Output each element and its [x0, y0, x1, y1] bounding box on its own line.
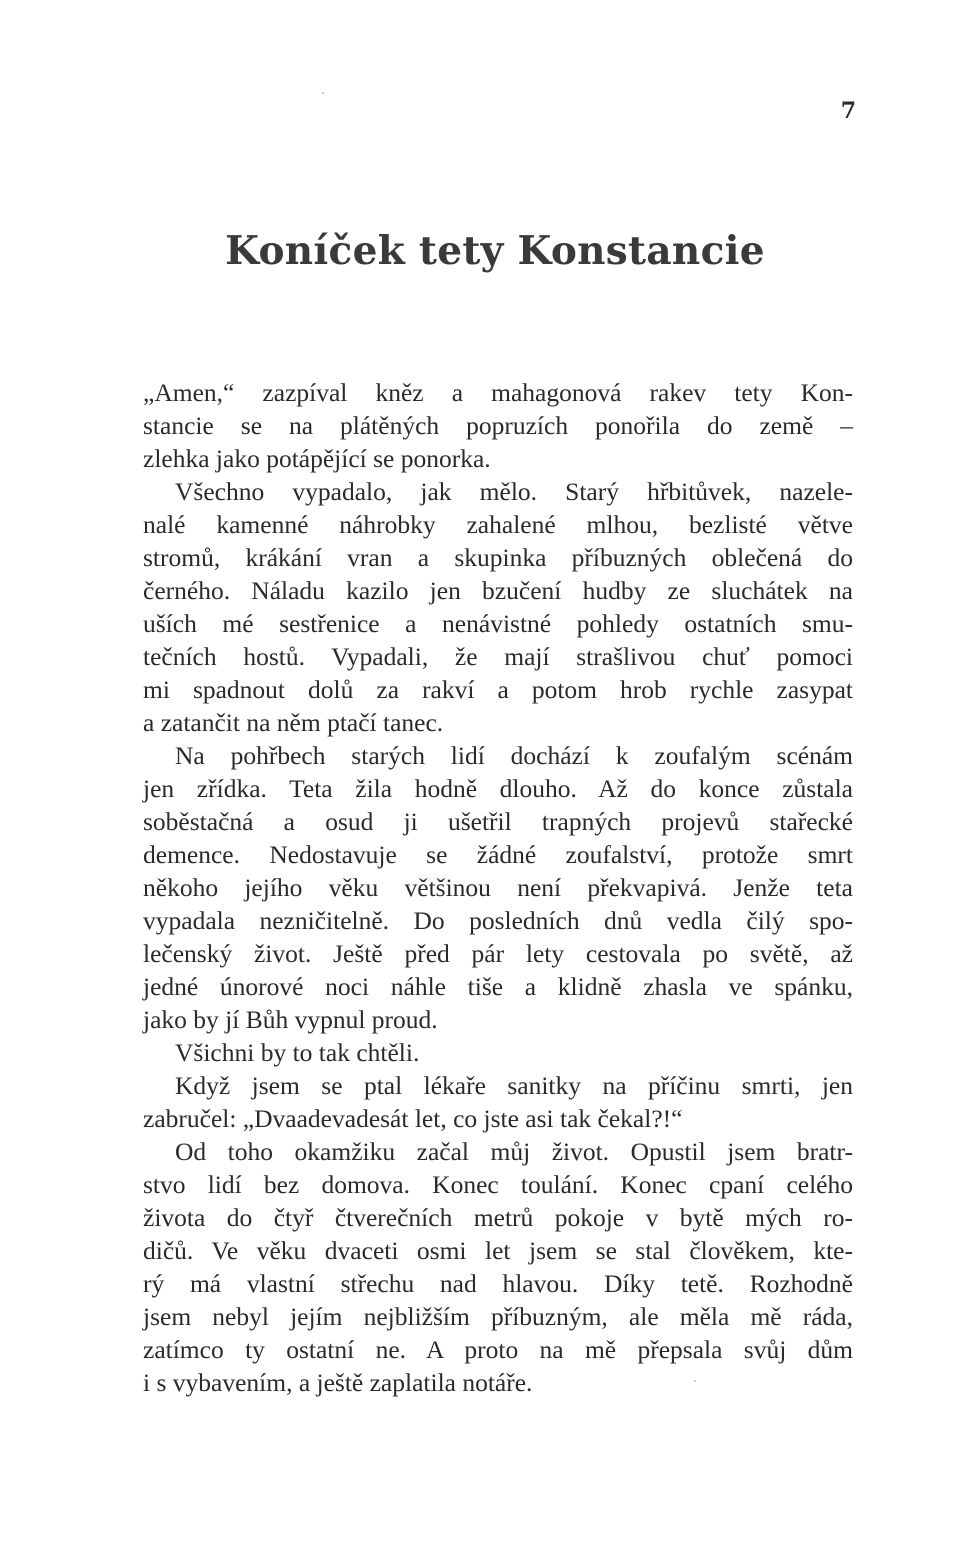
- text-line: Všechno vypadalo, jak mělo. Starý hřbitůvek, nazele-: [175, 477, 853, 506]
- text-line: tečních hostů. Vypadali, že mají strašlivou chuť pomoci: [143, 642, 853, 671]
- chapter-title: Koníček tety Konstancie: [225, 228, 765, 274]
- text-line: stancie se na plátěných popruzích ponořila do země –: [143, 411, 853, 440]
- text-line: lečenský život. Ještě před pár lety cestovala po světě, až: [143, 939, 853, 968]
- text-line: uších mé sestřenice a nenávistné pohledy ostatních smu-: [143, 609, 853, 638]
- scan-speck: [322, 92, 324, 94]
- text-line: zatímco ty ostatní ne. A proto na mě přepsala svůj dům: [143, 1335, 853, 1364]
- text-line: rý má vlastní střechu nad hlavou. Díky tetě. Rozhodně: [143, 1269, 853, 1298]
- text-line: zabručel: „Dvaadevadesát let, co jste asi tak čekal?!“: [143, 1104, 683, 1133]
- text-line: nalé kamenné náhrobky zahalené mlhou, bezlisté větve: [143, 510, 853, 539]
- text-line: jako by jí Bůh vypnul proud.: [143, 1005, 438, 1034]
- text-line: a zatančit na něm ptačí tanec.: [143, 708, 444, 737]
- text-line: zlehka jako potápějící se ponorka.: [143, 444, 491, 473]
- text-line: demence. Nedostavuje se žádné zoufalství, protože smrt: [143, 840, 853, 869]
- text-line: jen zřídka. Teta žila hodně dlouho. Až do konce zůstala: [143, 774, 853, 803]
- text-line: černého. Náladu kazilo jen bzučení hudby ze sluchátek na: [143, 576, 853, 605]
- body-text: [143, 376, 853, 1399]
- text-line: „Amen,“ zazpíval kněz a mahagonová rakev tety Kon-: [143, 378, 853, 407]
- text-line: vypadala nezničitelně. Do posledních dnů vedla čilý spo-: [143, 906, 853, 935]
- text-line: Všichni by to tak chtěli.: [175, 1038, 420, 1067]
- text-line: stromů, krákání vran a skupinka příbuzných oblečená do: [143, 543, 853, 572]
- text-line: stvo lidí bez domova. Konec toulání. Konec cpaní celého: [143, 1170, 853, 1199]
- text-line: i s vybavením, a ještě zaplatila notáře.: [143, 1368, 533, 1397]
- text-line: dičů. Ve věku dvaceti osmi let jsem se stal člověkem, kte-: [143, 1236, 853, 1265]
- text-line: života do čtyř čtverečních metrů pokoje v bytě mých ro-: [143, 1203, 853, 1232]
- text-line: jsem nebyl jejím nejbližším příbuzným, ale měla mě ráda,: [143, 1302, 853, 1331]
- text-line: někoho jejího věku většinou není překvapivá. Jenže teta: [143, 873, 853, 902]
- text-line: Když jsem se ptal lékaře sanitky na příčinu smrti, jen: [175, 1071, 853, 1100]
- text-line: Od toho okamžiku začal můj život. Opustil jsem bratr-: [175, 1137, 853, 1166]
- text-line: jedné únorové noci náhle tiše a klidně zhasla ve spánku,: [143, 972, 853, 1001]
- text-line: mi spadnout dolů za rakví a potom hrob rychle zasypat: [143, 675, 853, 704]
- text-line: Na pohřbech starých lidí dochází k zoufalým scénám: [175, 741, 853, 770]
- page-number: 7: [840, 98, 856, 124]
- text-line: soběstačná a osud ji ušetřil trapných projevů stařecké: [143, 807, 853, 836]
